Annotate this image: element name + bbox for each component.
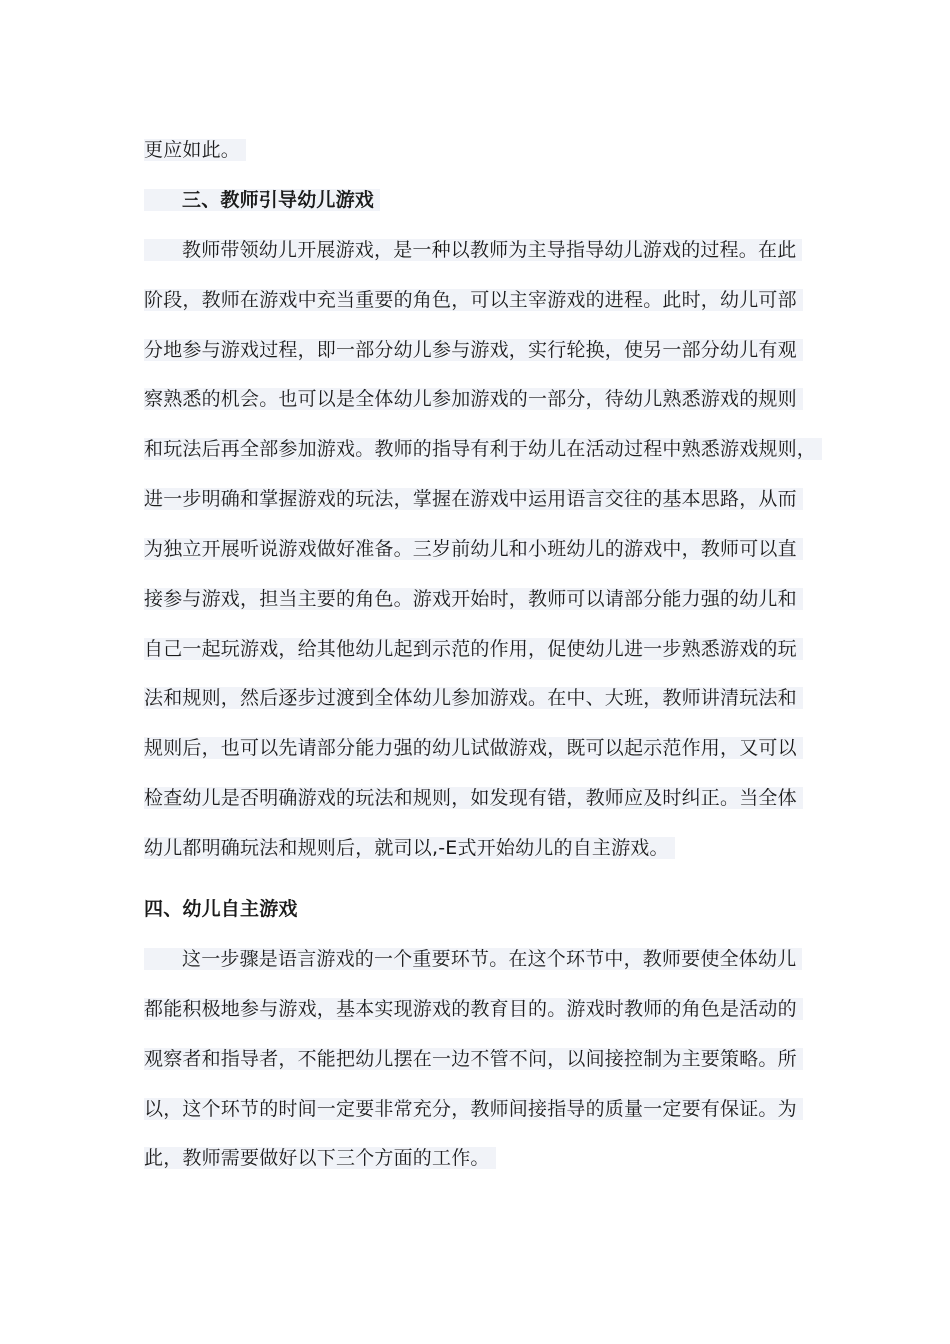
line-text: 为独立开展听说游戏做好准备。三岁前幼儿和小班幼儿的游戏中，教师可以直 xyxy=(144,538,803,560)
paragraph-line xyxy=(144,435,822,463)
line-text: 检查幼儿是否明确游戏的玩法和规则，如发现有错，教师应及时纠正。当全体 xyxy=(144,787,803,809)
paragraph-line xyxy=(144,995,803,1023)
paragraph-line xyxy=(144,684,803,712)
paragraph-line xyxy=(144,385,803,413)
paragraph-line xyxy=(144,535,803,563)
paragraph-line xyxy=(144,734,803,762)
paragraph-line xyxy=(144,336,803,364)
line-text: 这一步骤是语言游戏的一个重要环节。在这个环节中，教师要使全体幼儿 xyxy=(182,948,797,970)
heading-text: 三、教师引导幼儿游戏 xyxy=(182,189,375,211)
line-text: 观察者和指导者，不能把幼儿摆在一边不管不问，以间接控制为主要策略。所 xyxy=(144,1048,803,1070)
line-text: 进一步明确和掌握游戏的玩法，掌握在游戏中运用语言交往的基本思路，从而 xyxy=(144,488,803,510)
paragraph-line xyxy=(144,136,246,164)
line-text: 教师带领幼儿开展游戏，是一种以教师为主导指导幼儿游戏的过程。在此 xyxy=(182,239,797,261)
paragraph-line xyxy=(144,485,803,513)
paragraph-line xyxy=(144,236,802,264)
paragraph-line xyxy=(144,1095,803,1123)
paragraph-line xyxy=(144,784,803,812)
line-text: 自己一起玩游戏，给其他幼儿起到示范的作用，促使幼儿进一步熟悉游戏的玩 xyxy=(144,638,803,660)
line-text: 以，这个环节的时间一定要非常充分，教师间接指导的质量一定要有保证。为 xyxy=(144,1098,803,1120)
paragraph-line xyxy=(144,286,803,314)
line-text: 阶段，教师在游戏中充当重要的角色，可以主宰游戏的进程。此时，幼儿可部 xyxy=(144,289,803,311)
line-text: 更应如此。 xyxy=(144,139,246,161)
line-text: 规则后，也可以先请部分能力强的幼儿试做游戏，既可以起示范作用，又可以 xyxy=(144,737,803,759)
section-heading xyxy=(144,186,380,214)
line-text: 察熟悉的机会。也可以是全体幼儿参加游戏的一部分，待幼儿熟悉游戏的规则 xyxy=(144,388,803,410)
heading-text: 四、幼儿自主游戏 xyxy=(144,898,298,920)
paragraph-line xyxy=(144,1144,496,1172)
line-text: 接参与游戏，担当主要的角色。游戏开始时，教师可以请部分能力强的幼儿和 xyxy=(144,588,803,610)
line-text: 法和规则，然后逐步过渡到全体幼儿参加游戏。在中、大班，教师讲清玩法和 xyxy=(144,687,803,709)
line-text: 都能积极地参与游戏，基本实现游戏的教育目的。游戏时教师的角色是活动的 xyxy=(144,998,803,1020)
paragraph-line xyxy=(144,945,802,973)
paragraph-line xyxy=(144,585,803,613)
paragraph-line xyxy=(144,834,675,862)
line-text: 和玩法后再全部参加游戏。教师的指导有利于幼儿在活动过程中熟悉游戏规则， xyxy=(144,438,822,460)
line-text: 此，教师需要做好以下三个方面的工作。 xyxy=(144,1147,496,1169)
line-text: 分地参与游戏过程，即一部分幼儿参与游戏，实行轮换，使另一部分幼儿有观 xyxy=(144,339,803,361)
paragraph-line xyxy=(144,635,803,663)
line-text: 幼儿都明确玩法和规则后，就司以,-E式开始幼儿的自主游戏。 xyxy=(144,837,675,859)
section-heading xyxy=(144,895,298,923)
paragraph-line xyxy=(144,1045,803,1073)
